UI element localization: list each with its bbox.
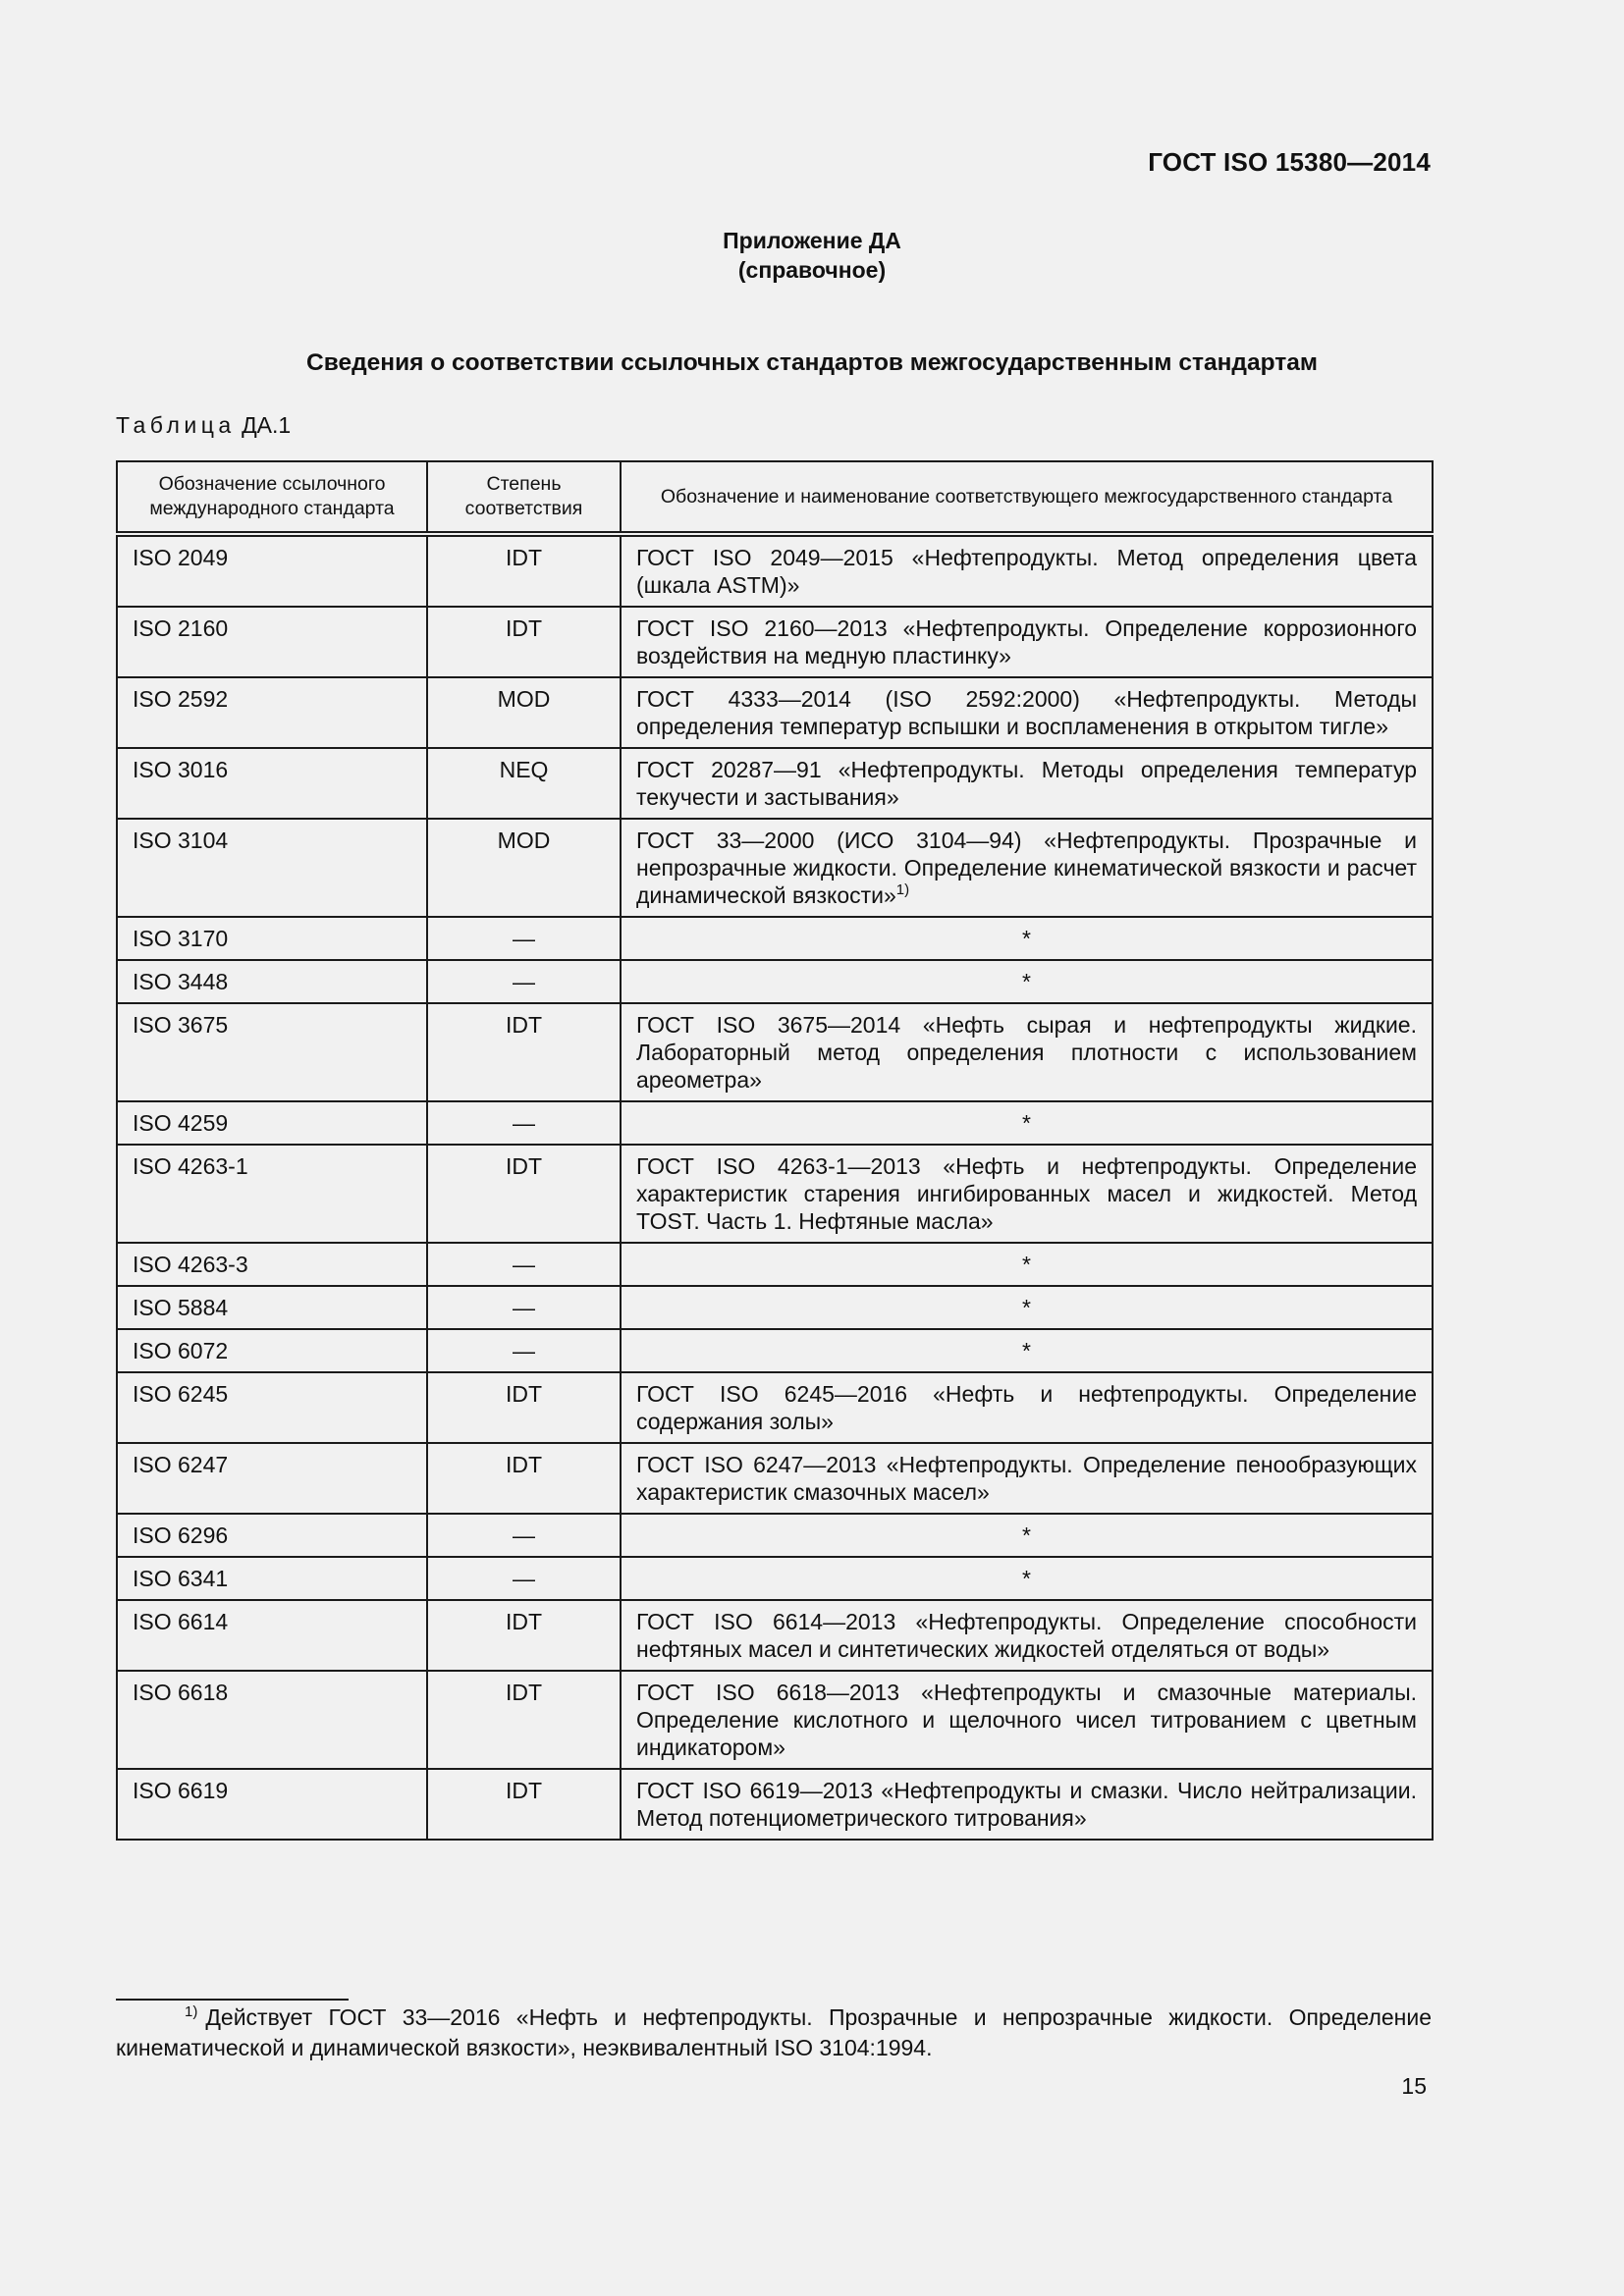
interstate-standard-text: *: [1022, 969, 1031, 994]
interstate-standard-cell: [621, 1443, 1433, 1514]
interstate-standard-text: ГОСТ ISO 6614—2013 «Нефтепродукты. Определение способности нефтяных масел и синтетических жидкостей отделяться от воды»: [636, 1609, 1417, 1662]
interstate-standard-text: ГОСТ ISO 2049—2015 «Нефтепродукты. Метод определения цвета (шкала ASTM)»: [636, 545, 1417, 598]
interstate-standard-cell: [621, 748, 1433, 819]
table-row: [117, 1329, 1433, 1372]
degree-cell: IDT: [427, 1372, 621, 1443]
table-row: [117, 1101, 1433, 1145]
reference-standard-cell: ISO 5884: [117, 1286, 427, 1329]
interstate-standard-cell: [621, 917, 1433, 960]
degree-cell: —: [427, 1101, 621, 1145]
table-row: [117, 1372, 1433, 1443]
interstate-standard-cell: [621, 1769, 1433, 1840]
table-row: [117, 607, 1433, 677]
reference-standard-cell: ISO 6245: [117, 1372, 427, 1443]
table-body: [117, 534, 1433, 1840]
table-caption-number: ДА.1: [242, 412, 292, 438]
degree-cell: IDT: [427, 1671, 621, 1769]
table-row: [117, 1557, 1433, 1600]
reference-standard-cell: ISO 6247: [117, 1443, 427, 1514]
footnote-reference: 1): [895, 881, 910, 898]
reference-standard-cell: ISO 4263-3: [117, 1243, 427, 1286]
reference-standard-cell: ISO 2160: [117, 607, 427, 677]
standards-table: [116, 460, 1434, 1841]
reference-standard-cell: ISO 6619: [117, 1769, 427, 1840]
interstate-standard-cell: [621, 1145, 1433, 1243]
reference-standard-cell: ISO 3675: [117, 1003, 427, 1101]
table-row: [117, 1443, 1433, 1514]
interstate-standard-text: ГОСТ ISO 6247—2013 «Нефтепродукты. Определение пенообразующих характеристик смазочных масел»: [636, 1452, 1417, 1505]
interstate-standard-cell: [621, 819, 1433, 917]
table-row: [117, 1286, 1433, 1329]
table-row: [117, 1769, 1433, 1840]
table-row: [117, 1514, 1433, 1557]
degree-cell: NEQ: [427, 748, 621, 819]
appendix-subtitle: (справочное): [737, 257, 887, 283]
table-row: [117, 1003, 1433, 1101]
degree-cell: —: [427, 1514, 621, 1557]
section-title: Сведения о соответствии ссылочных стандартов межгосударственным стандартам: [306, 349, 1318, 376]
table-row: [117, 1145, 1433, 1243]
table-row: [117, 819, 1433, 917]
header-interstate-standard: Обозначение и наименование соответствующего межгосударственного стандарта: [621, 461, 1433, 534]
appendix-title: Приложение ДА: [723, 228, 901, 253]
degree-cell: IDT: [427, 534, 621, 607]
interstate-standard-cell: [621, 1101, 1433, 1145]
interstate-standard-cell: [621, 1003, 1433, 1101]
reference-standard-cell: ISO 2049: [117, 534, 427, 607]
table-row: [117, 1600, 1433, 1671]
interstate-standard-text: *: [1022, 1110, 1031, 1136]
table-row: [117, 748, 1433, 819]
degree-cell: IDT: [427, 607, 621, 677]
interstate-standard-cell: [621, 1600, 1433, 1671]
interstate-standard-cell: [621, 1671, 1433, 1769]
interstate-standard-text: ГОСТ 20287—91 «Нефтепродукты. Методы определения температур текучести и застывания»: [636, 757, 1417, 810]
interstate-standard-cell: [621, 1329, 1433, 1372]
reference-standard-cell: ISO 4259: [117, 1101, 427, 1145]
table-caption: [116, 412, 291, 439]
degree-cell: —: [427, 1329, 621, 1372]
degree-cell: IDT: [427, 1443, 621, 1514]
interstate-standard-text: *: [1022, 1295, 1031, 1320]
interstate-standard-cell: [621, 1557, 1433, 1600]
interstate-standard-text: ГОСТ ISO 2160—2013 «Нефтепродукты. Определение коррозионного воздействия на медную пластинку»: [636, 615, 1417, 668]
table-header-row: [117, 461, 1433, 534]
interstate-standard-cell: [621, 1514, 1433, 1557]
degree-cell: IDT: [427, 1145, 621, 1243]
interstate-standard-text: ГОСТ ISO 6245—2016 «Нефть и нефтепродукты. Определение содержания золы»: [636, 1381, 1417, 1434]
table-row: [117, 677, 1433, 748]
table-row: [117, 534, 1433, 607]
reference-standard-cell: ISO 3170: [117, 917, 427, 960]
interstate-standard-cell: [621, 1243, 1433, 1286]
interstate-standard-text: ГОСТ ISO 3675—2014 «Нефть сырая и нефтепродукты жидкие. Лабораторный метод определения плотности с использованием ареометра»: [636, 1012, 1417, 1093]
reference-standard-cell: ISO 6072: [117, 1329, 427, 1372]
table-row: [117, 917, 1433, 960]
degree-cell: MOD: [427, 677, 621, 748]
interstate-standard-cell: [621, 1286, 1433, 1329]
document-code: ГОСТ ISO 15380—2014: [1148, 147, 1431, 177]
reference-standard-cell: ISO 6614: [117, 1600, 427, 1671]
reference-standard-cell: ISO 6341: [117, 1557, 427, 1600]
table-row: [117, 1243, 1433, 1286]
interstate-standard-text: *: [1022, 1566, 1031, 1591]
reference-standard-cell: ISO 6618: [117, 1671, 427, 1769]
footnote-mark: 1): [185, 2003, 198, 2020]
reference-standard-cell: ISO 3448: [117, 960, 427, 1003]
interstate-standard-text: *: [1022, 1338, 1031, 1363]
interstate-standard-text: ГОСТ ISO 6618—2013 «Нефтепродукты и смазочные материалы. Определение кислотного и щелочного чисел титрованием с цветным индикатором»: [636, 1680, 1417, 1760]
interstate-standard-text: ГОСТ ISO 6619—2013 «Нефтепродукты и смазки. Число нейтрализации. Метод потенциометрического титрования»: [636, 1778, 1417, 1831]
footnote: [116, 2002, 1432, 2063]
interstate-standard-text: *: [1022, 926, 1031, 951]
interstate-standard-text: ГОСТ 33—2000 (ИСО 3104—94) «Нефтепродукты. Прозрачные и непрозрачные жидкости. Определение кинематической вязкости и расчет динамической вязкости»: [636, 828, 1417, 908]
interstate-standard-cell: [621, 607, 1433, 677]
appendix-heading: [0, 226, 1624, 285]
interstate-standard-text: *: [1022, 1252, 1031, 1277]
interstate-standard-cell: [621, 1372, 1433, 1443]
interstate-standard-text: *: [1022, 1522, 1031, 1548]
degree-cell: IDT: [427, 1769, 621, 1840]
page-number: 15: [1401, 2073, 1427, 2099]
degree-cell: MOD: [427, 819, 621, 917]
degree-cell: —: [427, 917, 621, 960]
reference-standard-cell: ISO 6296: [117, 1514, 427, 1557]
interstate-standard-cell: [621, 960, 1433, 1003]
header-degree: Степень соответствия: [427, 461, 621, 534]
interstate-standard-cell: [621, 534, 1433, 607]
degree-cell: —: [427, 1243, 621, 1286]
interstate-standard-text: ГОСТ ISO 4263-1—2013 «Нефть и нефтепродукты. Определение характеристик старения ингибированных масел и жидкостей. Метод TOST. Часть 1. Нефтяные масла»: [636, 1153, 1417, 1234]
interstate-standard-cell: [621, 677, 1433, 748]
degree-cell: IDT: [427, 1003, 621, 1101]
footnote-text: Действует ГОСТ 33—2016 «Нефть и нефтепродукты. Прозрачные и непрозрачные жидкости. Определение кинематической и динамической вязкости», неэквивалентный ISO 3104:1994.: [116, 2004, 1432, 2060]
reference-standard-cell: ISO 2592: [117, 677, 427, 748]
header-reference-standard: Обозначение ссылочного международного стандарта: [117, 461, 427, 534]
table-caption-word: Таблица: [116, 412, 236, 438]
table-row: [117, 1671, 1433, 1769]
degree-cell: —: [427, 960, 621, 1003]
degree-cell: —: [427, 1286, 621, 1329]
reference-standard-cell: ISO 4263-1: [117, 1145, 427, 1243]
reference-standard-cell: ISO 3016: [117, 748, 427, 819]
reference-standard-cell: ISO 3104: [117, 819, 427, 917]
degree-cell: IDT: [427, 1600, 621, 1671]
degree-cell: —: [427, 1557, 621, 1600]
footnote-divider: [116, 1999, 349, 2001]
interstate-standard-text: ГОСТ 4333—2014 (ISO 2592:2000) «Нефтепродукты. Методы определения температур вспышки и воспламенения в открытом тигле»: [636, 686, 1417, 739]
table-row: [117, 960, 1433, 1003]
